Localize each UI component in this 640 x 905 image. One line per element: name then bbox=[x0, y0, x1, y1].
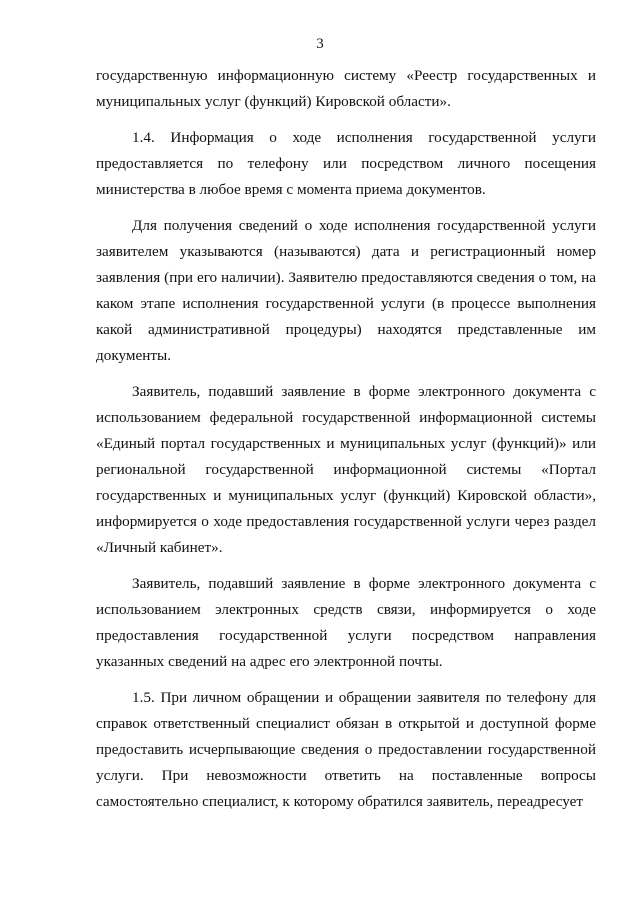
paragraph-1-4: 1.4. Информация о ходе исполнения государственной услуги предоставляется по телефону или посредством личного посещения министерства в любое время с момента приема документов. bbox=[96, 129, 596, 198]
paragraph-portal-applicant: Заявитель, подавший заявление в форме электронного документа с использованием федеральной государственной информационной системы «Единый портал государственных и муниципальных услуг (функций)» или региональной государственной информационной системы «Портал государственных и муниципальных услуг (функций) Кировской области», информируется о ходе предоставления государственной услуги через раздел «Личный кабинет». bbox=[96, 383, 596, 556]
paragraph-status-info: Для получения сведений о ходе исполнения государственной услуги заявителем указываются (называются) дата и регистрационный номер заявления (при его наличии). Заявителю предоставляются сведения о том, на каком этапе исполнения государственной услуги (в процессе выполнения какой административной процедуры) находятся представленные им документы. bbox=[96, 217, 596, 364]
document-body bbox=[96, 63, 596, 815]
paragraph-email-applicant: Заявитель, подавший заявление в форме электронного документа с использованием электронных средств связи, информируется о ходе предоставления государственной услуги посредством направления указанных сведений на адрес его электронной почты. bbox=[96, 575, 596, 670]
paragraph-continuation: государственную информационную систему «Реестр государственных и муниципальных услуг (функций) Кировской области». bbox=[96, 67, 596, 110]
page-number: 3 bbox=[316, 36, 324, 52]
paragraph-1-5: 1.5. При личном обращении и обращении заявителя по телефону для справок ответственный специалист обязан в открытой и доступной форме предоставить исчерпывающие сведения о предоставлении государственной услуги. При невозможности ответить на поставленные вопросы самостоятельно специалист, к которому обратился заявитель, переадресует bbox=[96, 689, 596, 810]
